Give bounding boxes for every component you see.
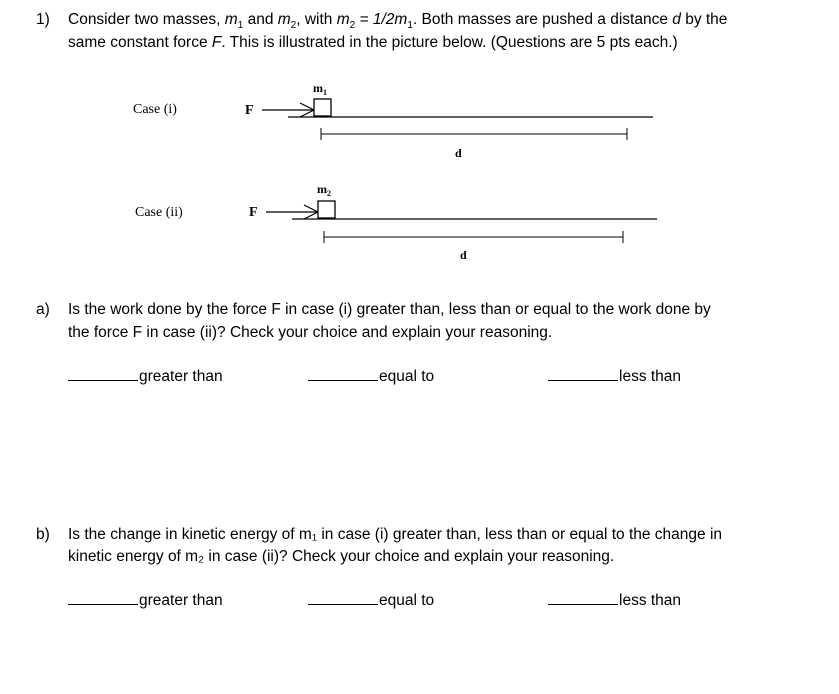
part-b-choice-less[interactable] [548, 592, 681, 610]
answer-blank[interactable] [68, 603, 138, 605]
relation-equals: = 1/2 [355, 11, 395, 28]
relation-subscript: 1 [407, 20, 413, 32]
mass1-label: $m_1$ [313, 81, 327, 97]
part-b-label: b) [36, 526, 50, 543]
relation-subscript: 2 [349, 20, 356, 32]
part-a-choice-less[interactable] [548, 368, 681, 386]
answer-blank[interactable] [548, 603, 618, 605]
mass1-label-sub: 1 [323, 88, 327, 97]
mass1-symbol: m [224, 11, 238, 28]
part-b-choice-equal[interactable] [308, 592, 434, 610]
statement-text: . This is illustrated in the picture below. (Questions are 5 pts each.) [221, 34, 678, 51]
case2-force-label: F [249, 205, 258, 220]
choice-label: less than [619, 368, 682, 385]
statement-text: Consider two masses, [68, 11, 225, 28]
part-a-label: a) [36, 301, 50, 318]
part-b-choice-greater[interactable] [68, 592, 223, 610]
part-b-question-line1: Is the change in kinetic energy of m₁ in case (i) greater than, less than or equal to the change in [68, 526, 723, 543]
answer-blank[interactable] [68, 379, 138, 381]
case1-force-label: F [245, 103, 254, 118]
statement-text: . Both masses are pushed a distance [412, 11, 673, 28]
choice-label: less than [619, 592, 682, 609]
distance-symbol: d [672, 11, 681, 28]
part-b-question-line2: kinetic energy of m₂ in case (ii)? Check your choice and explain your reasoning. [68, 548, 615, 565]
case1-distance-bar [321, 128, 627, 140]
statement-text: by the [680, 11, 728, 28]
mass2-block [318, 201, 335, 218]
case2-label: Case (ii) [135, 205, 183, 220]
part-a-question-line2: the force F in case (ii)? Check your choice and explain your reasoning. [68, 324, 553, 341]
choice-label: equal to [379, 368, 435, 385]
case2-distance-label: d [460, 248, 467, 262]
case1-force-arrow-icon [262, 103, 314, 117]
answer-blank[interactable] [548, 379, 618, 381]
mass2-subscript: 2 [290, 20, 297, 32]
problem-number: 1) [36, 11, 50, 28]
mass1-subscript: 1 [237, 20, 244, 32]
mass1-block [314, 99, 331, 116]
answer-blank[interactable] [308, 379, 378, 381]
statement-text: , with [296, 11, 337, 28]
case2-distance-bar [324, 231, 623, 243]
statement-text: and [243, 11, 278, 28]
choice-label: greater than [139, 592, 223, 609]
mass2-symbol: m [277, 11, 291, 28]
case1-label: Case (i) [133, 102, 177, 117]
mass2-label: $m_2$ [317, 182, 331, 198]
force-symbol: F [211, 34, 222, 51]
choice-label: equal to [379, 592, 435, 609]
part-a-question-line1: Is the work done by the force F in case (i) greater than, less than or equal to the work done by [68, 301, 711, 318]
choice-label: greater than [139, 368, 223, 385]
relation-mass-symbol: m [394, 11, 408, 28]
force-diagram [0, 0, 839, 290]
part-a-choice-greater[interactable] [68, 368, 223, 386]
answer-blank[interactable] [308, 603, 378, 605]
statement-text: same constant force [68, 34, 212, 51]
mass2-label-sub: 2 [327, 189, 331, 198]
relation-mass-symbol: m [336, 11, 350, 28]
case2-force-arrow-icon [266, 205, 318, 219]
part-a-choice-equal[interactable] [308, 368, 434, 386]
case1-distance-label: d [455, 146, 462, 160]
